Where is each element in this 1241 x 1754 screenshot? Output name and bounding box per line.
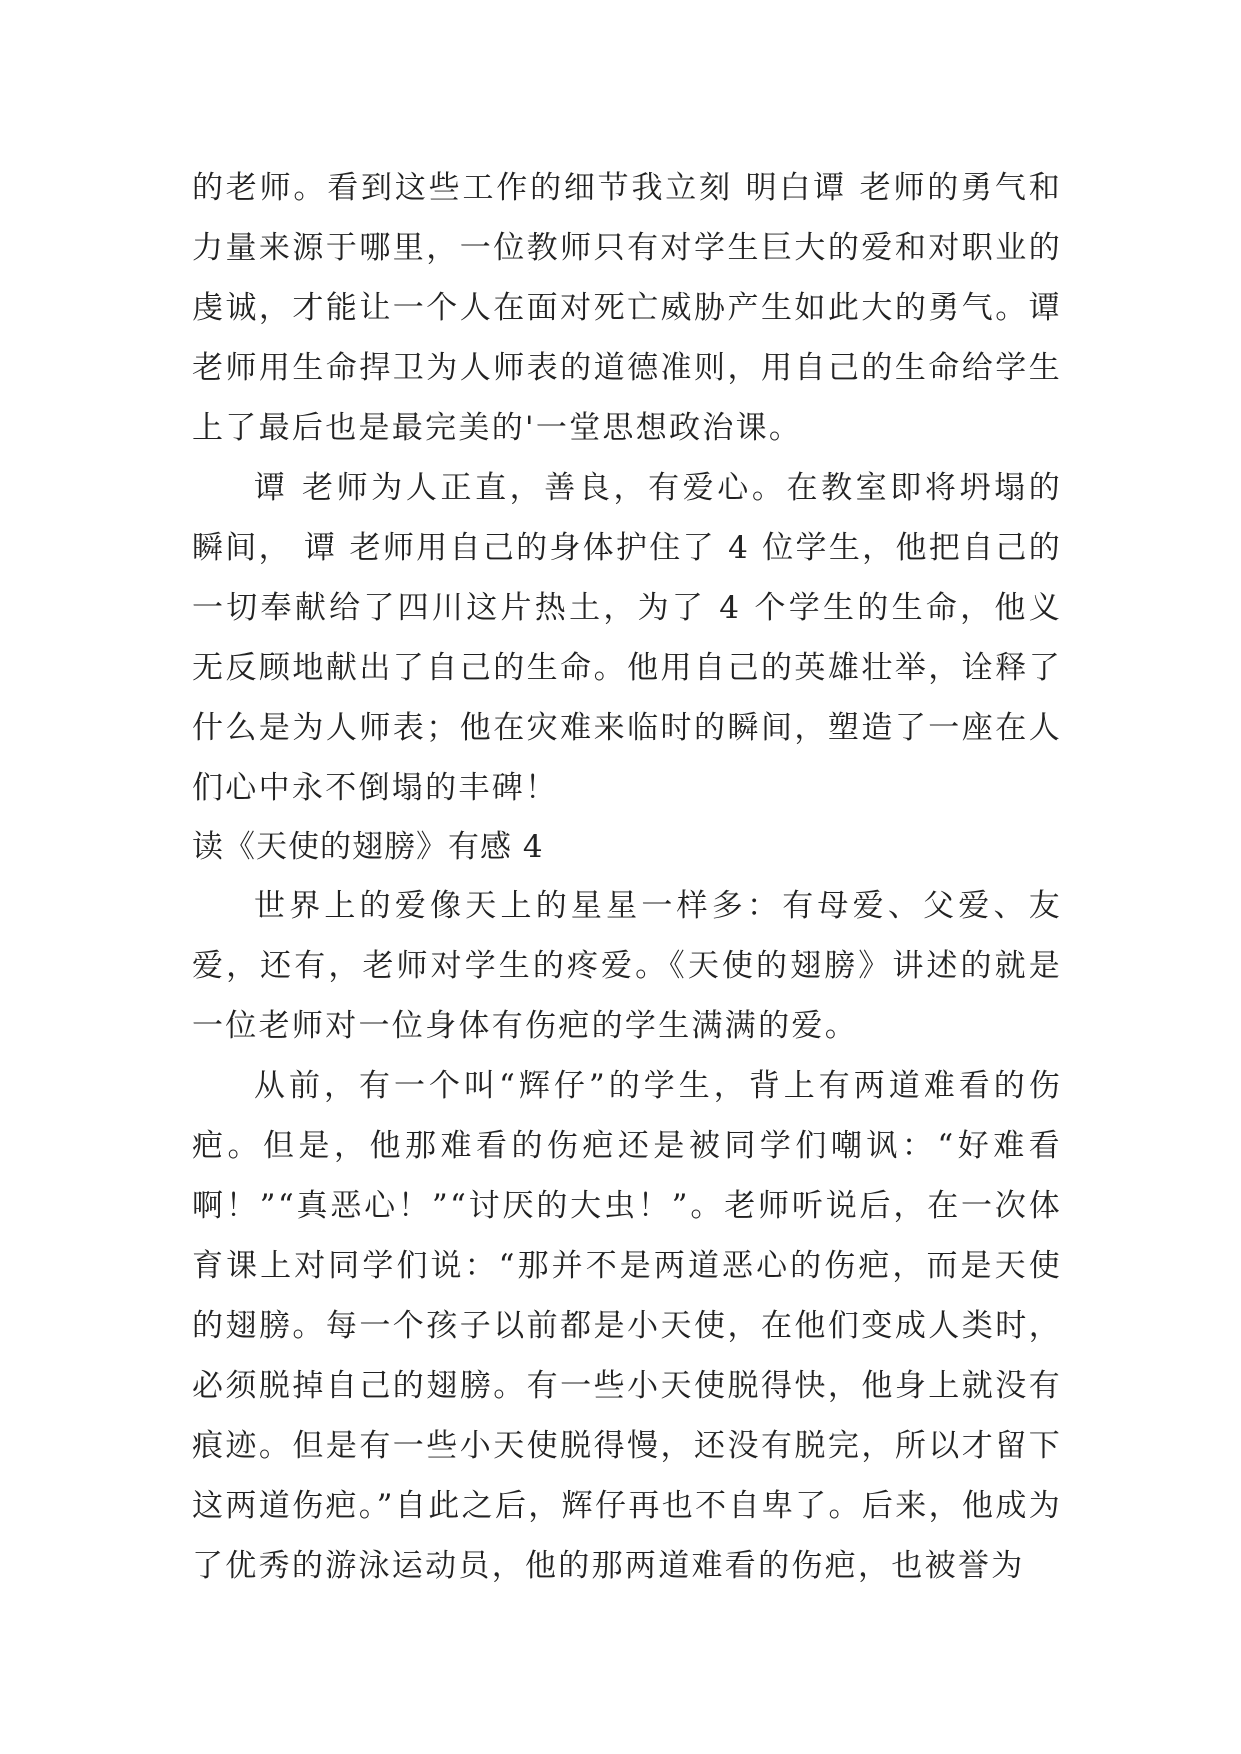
section-heading: 读《天使的翅膀》有感 4 <box>192 829 544 865</box>
paragraph: 从前，有一个叫“辉仔”的学生，背上有两道难看的伤疤。但是，他那难看的伤疤还是被同学们嘲讽：“好难看啊！”“真恶心！”“讨厌的大虫！”。老师听说后，在一次体育课上对同学们说：“那并不是两道恶心的伤疤，而是天使的翅膀。每一个孩子以前都是小天使，在他们变成人类时，必须脱掉自己的翅膀。有一些小天使脱得快，他身上就没有痕迹。但是有一些小天使脱得慢，还没有脱完，所以才留下这两道伤疤。”自此之后，辉仔再也不自卑了。后来，他成为了优秀的游泳运动员，他的那两道难看的伤疤，也被誉为 <box>192 1068 1062 1584</box>
paragraph: 的老师。看到这些工作的细节我立刻 明白谭 老师的勇气和力量来源于哪里，一位教师只有对学生巨大的爱和对职业的虔诚，才能让一个人在面对死亡威胁产生如此大的勇气。谭 老师用生命捍卫为人师表的道德准则，用自己的生命给学生上了最后也是最完美的'一堂思想政治课。 <box>192 170 1062 446</box>
paragraph: 世界上的爱像天上的星星一样多：有母爱、父爱、友爱，还有，老师对学生的疼爱。《天使的翅膀》讲述的就是一位老师对一位身体有伤疤的学生满满的爱。 <box>192 888 1062 1044</box>
document-body <box>192 158 1062 1596</box>
paragraph: 谭 老师为人正直，善良，有爱心。在教室即将坍塌的瞬间， 谭 老师用自己的身体护住了 4 位学生，他把自己的一切奉献给了四川这片热土，为了 4 个学生的生命，他义无反顾地献出了自己的生命。他用自己的英雄壮举，诠释了什么是为人师表；他在灾难来临时的瞬间，塑造了一座在人们心中永不倒塌的丰碑！ <box>192 470 1062 806</box>
